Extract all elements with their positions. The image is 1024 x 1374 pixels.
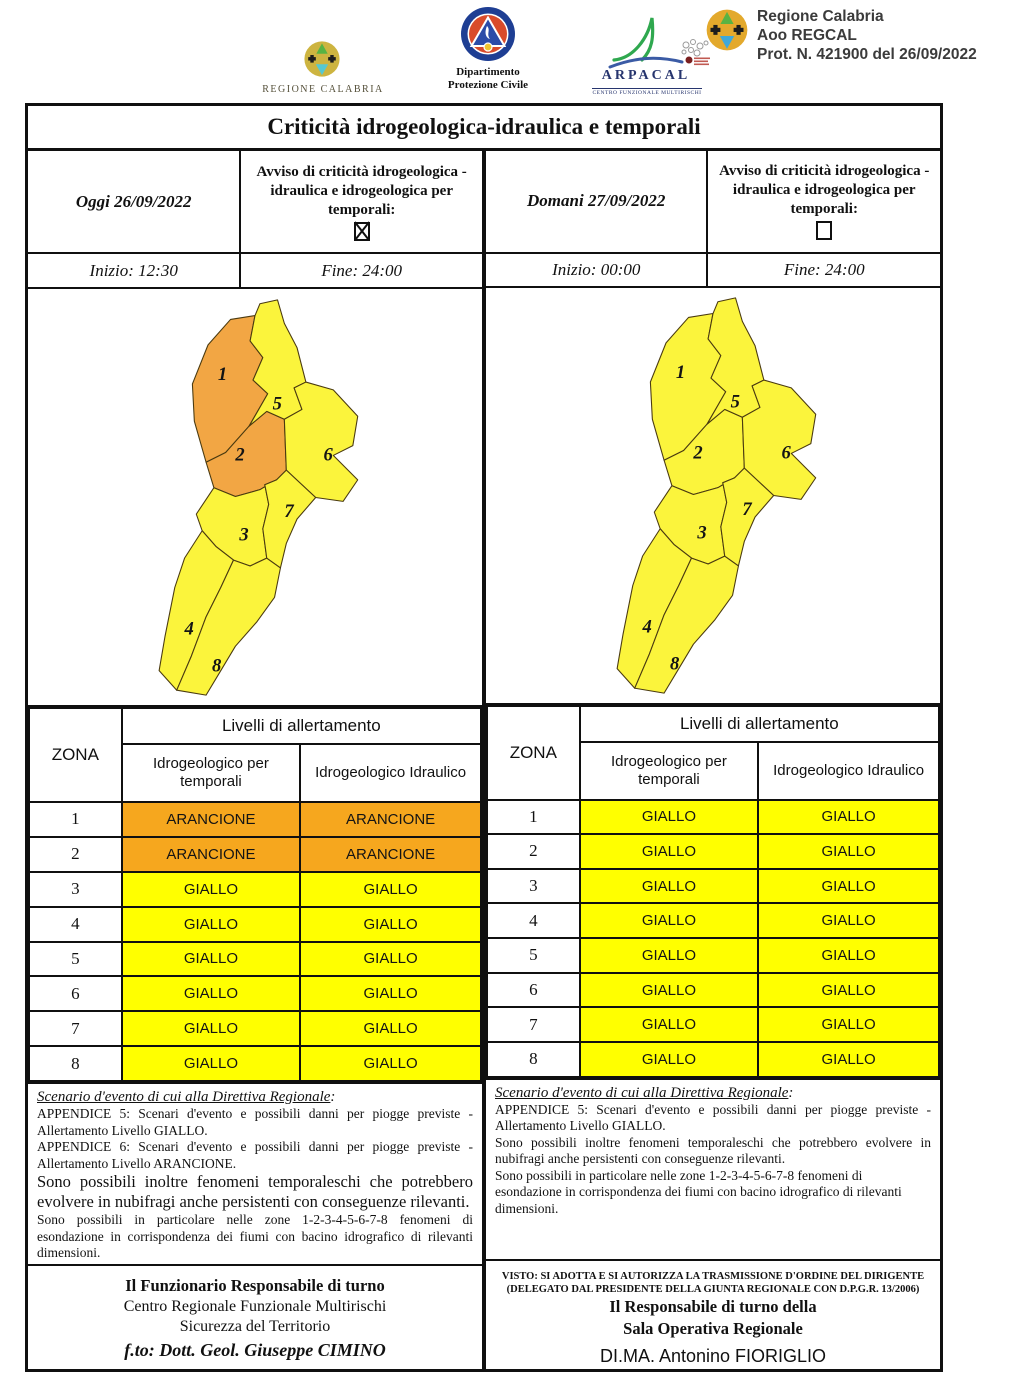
today-zona-5-temporali-level: GIALLO [122, 942, 301, 977]
tomorrow-zona-2: 2 [487, 834, 580, 869]
tomorrow-alert-table [486, 705, 940, 1078]
tomorrow-signature-line-5: DI.MA. Antonino FIORIGLIO [599, 1346, 827, 1367]
today-map-zone-label-1: 1 [217, 364, 228, 386]
tomorrow-avviso-label: Avviso di criticità idrogeologica - idraulica e idrogeologica per temporali: [719, 163, 930, 218]
tomorrow-scenario-paragraph-1: APPENDICE 5: Scenari d'evento e possibili danni per piogge previste - Allertamento Livello GIALLO. [495, 1101, 931, 1134]
tomorrow-table-row-1 [487, 800, 939, 835]
today-signature-line-1: Il Funzionario Responsabile di turno [125, 1276, 385, 1295]
tomorrow-alert-table-cell [486, 705, 940, 1080]
today-zona-8-temporali-level: GIALLO [122, 1046, 301, 1081]
protocol-block [757, 7, 1017, 64]
today-scenario-heading: Scenario d'evento di cui alla Direttiva Regionale: [37, 1089, 336, 1105]
tomorrow-signature-line-1: VISTO: SI ADOTTA E SI AUTORIZZA LA TRASMISSIONE D'ORDINE DEL DIRIGENTE [501, 1271, 925, 1283]
regione-calabria-protocol-logo-icon [705, 8, 749, 52]
tomorrow-map-zone-label-1: 1 [675, 362, 686, 384]
arpacal-logo-caption: CENTRO FUNZIONALE MULTIRISCHI [592, 90, 702, 96]
protezione-civile-caption-line2: Protezione Civile [447, 79, 529, 91]
today-panel [28, 151, 484, 1369]
tomorrow-zona-3-idraulico-level: GIALLO [758, 869, 939, 904]
today-zona-3-idraulico-level: GIALLO [300, 872, 481, 907]
tomorrow-zona-4: 4 [487, 903, 580, 938]
tomorrow-inizio: Inizio: 00:00 [486, 254, 708, 287]
today-map-zone-label-3: 3 [239, 524, 249, 546]
tomorrow-map-zone-label-8: 8 [669, 654, 680, 676]
today-alert-table [28, 707, 482, 1082]
today-scenario-paragraph-3: Sono possibili inoltre fenomeni temporaleschi che potrebbero evolvere in nubifragi anche persistenti con conseguenze rilevanti. [37, 1172, 473, 1211]
today-avviso-checkbox[interactable] [354, 222, 370, 241]
tomorrow-zona-2-idraulico-level: GIALLO [758, 834, 939, 869]
tomorrow-scenario-paragraph-2: Sono possibili inoltre fenomeni temporaleschi che potrebbero evolvere in nubifragi anche persistenti con conseguenze rilevanti. [495, 1134, 931, 1167]
today-alert-table-cell [28, 707, 482, 1084]
today-zona-header: ZONA [29, 708, 122, 802]
tomorrow-map-zone-label-7: 7 [742, 499, 752, 521]
tomorrow-signature-line-4: Sala Operativa Regionale [623, 1319, 803, 1339]
tomorrow-zona-header: ZONA [487, 706, 580, 800]
today-zona-2: 2 [29, 837, 122, 872]
tomorrow-map-cell [486, 288, 940, 704]
today-signature [28, 1266, 482, 1369]
today-map-zone-label-6: 6 [323, 444, 333, 466]
tomorrow-table-row-2 [487, 834, 939, 869]
tomorrow-table-row-8 [487, 1042, 939, 1077]
today-map-cell [28, 289, 482, 707]
tomorrow-signature-line-3: Il Responsabile di turno della [609, 1297, 817, 1317]
today-date-label: Oggi 26/09/2022 [28, 151, 241, 252]
regione-calabria-logo-icon [303, 40, 341, 78]
today-table-row-8 [29, 1046, 481, 1081]
today-signature-line-2: Centro Regionale Funzionale Multirischi [123, 1298, 387, 1315]
tomorrow-calabria-map [595, 292, 831, 698]
tomorrow-zona-6: 6 [487, 973, 580, 1008]
tomorrow-zona-6-idraulico-level: GIALLO [758, 973, 939, 1008]
today-zona-4-idraulico-level: GIALLO [300, 907, 481, 942]
today-zona-3-temporali-level: GIALLO [122, 872, 301, 907]
today-inizio: Inizio: 12:30 [28, 254, 241, 287]
tomorrow-date-label: Domani 27/09/2022 [486, 151, 708, 252]
tomorrow-scenario [486, 1080, 940, 1261]
today-zona-5: 5 [29, 942, 122, 977]
tomorrow-temporali-header: Idrogeologico per temporali [580, 742, 759, 800]
today-levels-header: Livelli di allertamento [122, 708, 481, 744]
tomorrow-zona-1-temporali-level: GIALLO [580, 800, 759, 835]
today-table-row-5 [29, 942, 481, 977]
today-zona-4: 4 [29, 907, 122, 942]
today-zona-7-idraulico-level: GIALLO [300, 1011, 481, 1046]
regione-calabria-logo-caption: REGIONE CALABRIA [262, 84, 384, 95]
page-title: Criticità idrogeologica-idraulica e temporali [28, 106, 940, 151]
today-fine: Fine: 24:00 [321, 260, 403, 280]
tomorrow-zona-4-temporali-level: GIALLO [580, 903, 759, 938]
tomorrow-zona-4-idraulico-level: GIALLO [758, 903, 939, 938]
tomorrow-map-zone-label-4: 4 [642, 616, 652, 638]
tomorrow-zona-5: 5 [487, 938, 580, 973]
today-zona-6-temporali-level: GIALLO [122, 976, 301, 1011]
today-idraulico-header: Idrogeologico Idraulico [300, 744, 481, 802]
tomorrow-zona-8-temporali-level: GIALLO [580, 1042, 759, 1077]
today-table-row-4 [29, 907, 481, 942]
tomorrow-idraulico-header: Idrogeologico Idraulico [758, 742, 939, 800]
tomorrow-table-row-5 [487, 938, 939, 973]
today-zona-6: 6 [29, 976, 122, 1011]
today-table-row-3 [29, 872, 481, 907]
today-signature-line-3: Sicurezza del Territorio [179, 1318, 331, 1335]
tomorrow-avviso-cell [708, 151, 940, 252]
tomorrow-scenario-heading: Scenario d'evento di cui alla Direttiva Regionale: [495, 1084, 794, 1101]
tomorrow-map-zone-label-5: 5 [730, 391, 740, 413]
today-zona-7: 7 [29, 1011, 122, 1046]
today-zona-2-temporali-level: ARANCIONE [122, 837, 301, 872]
today-zona-7-temporali-level: GIALLO [122, 1011, 301, 1046]
today-signature-line-4: f.to: Dott. Geol. Giuseppe CIMINO [124, 1340, 386, 1360]
today-calabria-map [137, 294, 373, 700]
today-zona-3: 3 [29, 872, 122, 907]
tomorrow-scenario-paragraph-3: Sono possibili in particolare nelle zone 1-2-3-4-5-6-7-8 fenomeni di esondazione in corrispondenza dei fiumi con bacino idrografico di rilevanti dimensioni. [495, 1167, 902, 1216]
tomorrow-table-row-3 [487, 869, 939, 904]
tomorrow-map-zone-label-2: 2 [693, 442, 703, 464]
arpacal-logo-icon [606, 12, 686, 70]
today-avviso-label: Avviso di criticità idrogeologica - idraulica e idrogeologica per temporali: [256, 163, 467, 218]
tomorrow-zona-3-temporali-level: GIALLO [580, 869, 759, 904]
tomorrow-zona-8: 8 [487, 1042, 580, 1077]
tomorrow-signature-line-2: (DELEGATO DAL PRESIDENTE DELLA GIUNTA REGIONALE CON D.P.G.R. 13/2006) [506, 1284, 920, 1296]
tomorrow-zona-2-temporali-level: GIALLO [580, 834, 759, 869]
tomorrow-zona-7-idraulico-level: GIALLO [758, 1007, 939, 1042]
protocol-line-3: Prot. N. 421900 del 26/09/2022 [757, 46, 977, 63]
today-table-row-6 [29, 976, 481, 1011]
protezione-civile-caption-line1: Dipartimento [456, 66, 520, 78]
tomorrow-zona-7-temporali-level: GIALLO [580, 1007, 759, 1042]
today-avviso-cell [241, 151, 482, 252]
today-zona-8: 8 [29, 1046, 122, 1081]
tomorrow-zona-7: 7 [487, 1007, 580, 1042]
today-table-row-2 [29, 837, 481, 872]
tomorrow-zona-5-temporali-level: GIALLO [580, 938, 759, 973]
tomorrow-avviso-checkbox[interactable] [816, 221, 832, 240]
today-map-zone-label-5: 5 [272, 393, 282, 415]
today-map-zone-label-2: 2 [235, 444, 245, 466]
tomorrow-zona-3: 3 [487, 869, 580, 904]
tomorrow-zona-1-idraulico-level: GIALLO [758, 800, 939, 835]
tomorrow-levels-header: Livelli di allertamento [580, 706, 939, 742]
tomorrow-zona-6-temporali-level: GIALLO [580, 973, 759, 1008]
today-scenario-paragraph-4: Sono possibili in particolare nelle zone 1-2-3-4-5-6-7-8 fenomeni di esondazione in corrispondenza dei fiumi con bacino idrografico di rilevanti dimensioni. [37, 1212, 473, 1260]
today-zona-1: 1 [29, 802, 122, 837]
bulletin-sheet [25, 103, 943, 1372]
tomorrow-zona-8-idraulico-level: GIALLO [758, 1042, 939, 1077]
protocol-line-2: Aoo REGCAL [757, 27, 857, 44]
tomorrow-zona-5-idraulico-level: GIALLO [758, 938, 939, 973]
today-zona-6-idraulico-level: GIALLO [300, 976, 481, 1011]
protocol-line-1: Regione Calabria [757, 8, 884, 25]
protezione-civile-logo-icon [460, 6, 516, 62]
tomorrow-zona-1: 1 [487, 800, 580, 835]
tomorrow-map-zone-label-3: 3 [697, 522, 707, 544]
arpacal-logo-label: ARPACAL [601, 68, 691, 83]
today-map-zone-label-8: 8 [211, 655, 222, 677]
tomorrow-panel [484, 151, 940, 1369]
today-table-row-7 [29, 1011, 481, 1046]
today-scenario [28, 1084, 482, 1266]
today-zona-1-idraulico-level: ARANCIONE [300, 802, 481, 837]
tomorrow-signature [486, 1261, 940, 1369]
today-scenario-paragraph-1: APPENDICE 5: Scenari d'evento e possibili danni per piogge previste - Allertamento Livello GIALLO. [37, 1106, 473, 1138]
today-zona-1-temporali-level: ARANCIONE [122, 802, 301, 837]
today-zona-5-idraulico-level: GIALLO [300, 942, 481, 977]
today-table-row-1 [29, 802, 481, 837]
tomorrow-table-row-4 [487, 903, 939, 938]
today-map-zone-label-7: 7 [284, 501, 294, 523]
today-scenario-paragraph-2: APPENDICE 6: Scenari d'evento e possibili danni per piogge previste - Allertamento Livello ARANCIONE. [37, 1139, 473, 1171]
today-zona-2-idraulico-level: ARANCIONE [300, 837, 481, 872]
tomorrow-table-row-7 [487, 1007, 939, 1042]
tomorrow-table-row-6 [487, 973, 939, 1008]
tomorrow-map-zone-label-6: 6 [781, 442, 791, 464]
today-temporali-header: Idrogeologico per temporali [122, 744, 301, 802]
tomorrow-fine: Fine: 24:00 [783, 259, 865, 279]
letterhead [0, 0, 1024, 100]
today-zona-8-idraulico-level: GIALLO [300, 1046, 481, 1081]
today-zona-4-temporali-level: GIALLO [122, 907, 301, 942]
today-map-zone-label-4: 4 [184, 618, 194, 640]
